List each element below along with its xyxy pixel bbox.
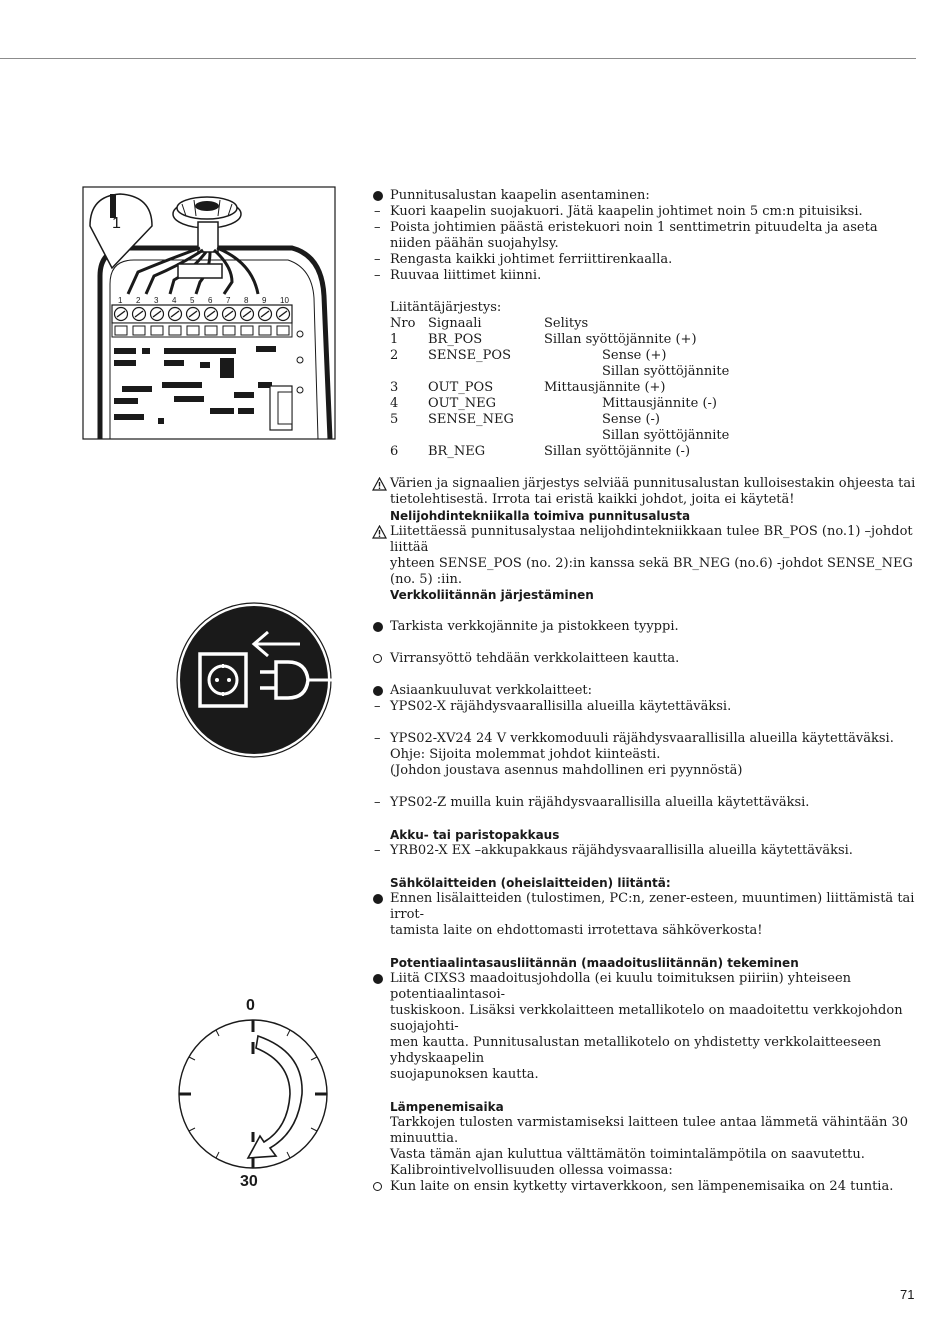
terminal-number: 2 [136, 296, 141, 305]
wire-slot [187, 326, 199, 335]
terminal-number: 5 [190, 296, 195, 305]
wire-slot [277, 326, 289, 335]
wire-slot [133, 326, 145, 335]
table-header-row [390, 316, 729, 332]
warmup-heading: Lämpenemisaika [390, 1100, 504, 1114]
table-row: 2 SENSE_POS Sense (+) Sillan syöttöjännite [390, 348, 730, 379]
table-row: 5 SENSE_NEG Sense (-) Sillan syöttöjännite [390, 412, 730, 443]
accessory-item: YPS02-XV24 24 V verkkomoduuli räjähdysvaarallisilla alueilla käytettäväksi. [390, 731, 894, 746]
accessory-item: YPS02-Z muilla kuin räjähdysvaarallisilla alueilla käytettäväksi. [390, 795, 810, 810]
terminal-block-illustration [82, 186, 336, 440]
mains-heading: Verkkoliitännän järjestäminen [390, 588, 594, 602]
peripheral-text: Ennen lisälaitteiden (tulostimen, PC:n, zener-esteen, muuntimen) liittämistä tai irrot- [390, 891, 915, 922]
grounding-text: men kautta. Punnitusalustan metallikotelo on yhdistetty verkkolaitteeseen yhdyskaapelin [390, 1035, 882, 1066]
warning1-line: tietolehtisestä. Irrota tai eristä kaikki johdot, joita ei käytetä! [390, 492, 795, 507]
header-nro: Nro [390, 316, 416, 331]
warning2-line: Liitettäessä punnitusalystaa nelijohdintekniikkaan tulee BR_POS (no.1) –johdot liittää [390, 524, 913, 555]
bullet-icon [373, 894, 383, 904]
header-desc: Selitys [544, 316, 589, 331]
accessories-heading: Asiaankuuluvat verkkolaitteet: [390, 683, 593, 698]
page-number: 71 [900, 1287, 915, 1302]
warning-icon [372, 525, 387, 539]
peripheral-text: tamista laite on ehdottomasti irrotettava sähköverkosta! [390, 923, 763, 938]
callout-number: 1 [112, 215, 121, 232]
terminal-number: 1 [118, 296, 123, 305]
wire-slot [259, 326, 271, 335]
terminal-number: 8 [244, 296, 249, 305]
warning2-line: yhteen SENSE_POS (no. 2):in kanssa sekä BR_NEG (no.6) -johdot SENSE_NEG (no. 5) :iin. [390, 556, 913, 587]
bullet-icon [373, 622, 383, 632]
warmup-dial-pictogram [170, 990, 340, 1190]
grounding-text: suojapunoksen kautta. [390, 1067, 539, 1082]
accessory-item: YPS02-X räjähdysvaarallisilla alueilla käytettäväksi. [390, 699, 732, 714]
cable-heading: Punnitusalustan kaapelin asentaminen: [390, 188, 650, 203]
wire-slot [169, 326, 181, 335]
bullet-icon [373, 974, 383, 984]
table-row: 6 BR_NEG Sillan syöttöjännite (-) [390, 444, 691, 459]
wire-slot [241, 326, 253, 335]
wire-slot [223, 326, 235, 335]
wire-slot [205, 326, 217, 335]
table-row: 4 OUT_NEG Mittausjännite (-) [390, 396, 717, 411]
terminal-number: 9 [262, 296, 267, 305]
battery-heading: Akku- tai paristopakkaus [390, 828, 560, 842]
grounding-text: tuskiskoon. Lisäksi verkkolaitteen metallikotelo on maadoitettu verkkojohdon suojajohti- [390, 1003, 903, 1034]
top-rule [0, 58, 916, 59]
warmup-text: Tarkkojen tulosten varmistamiseksi laitteen tulee antaa lämmetä vähintään 30 minuuttia. [390, 1115, 909, 1146]
bullet-icon [373, 686, 383, 696]
open-bullet-icon [373, 654, 382, 663]
terminal-number: 7 [226, 296, 231, 305]
terminal-number: 3 [154, 296, 159, 305]
warning-icon [372, 477, 387, 491]
terminal-number: 10 [280, 296, 289, 305]
terminal-number: 6 [208, 296, 213, 305]
table-row: 3 OUT_POS Mittausjännite (+) [390, 380, 666, 395]
bullet-icon [373, 191, 383, 201]
grounding-text: Liitä CIXS3 maadoitusjohdolla (ei kuulu toimituksen piiriin) yhteiseen potentiaalintasoi- [390, 971, 852, 1002]
open-bullet-icon [373, 1182, 382, 1191]
cable-step: Rengasta kaikki johtimet ferriittirenkaalla. [390, 252, 673, 267]
table-row: 1 BR_POS Sillan syöttöjännite (+) [390, 332, 697, 347]
cable-section: Punnitusalustan kaapelin asentaminen: – Kuori kaapelin suojakuori. Jätä kaapelin johtimet noin 5 cm:n pituisiksi. – Poista johtimien päästä eristekuori noin 1 senttimetrin pituudelta ja aseta niiden päähän suojahylsy. – Rengasta kaikki johtimet ferriittirenkaalla. – Ruuvaa liittimet kiinni. Liitäntäjärjestys: Nro Signaali Selitys 1 BR_POS Sillan syöttöjännite (+) 2 SENSE_POS Sense (+) Sillan syöttöjännite 3 OUT_POS Mittausjännite (+) 4 OUT_NEG Mittausjännite (-) 5 SENSE_NEG Sense (-) Sillan syöttöjännite 6 BR_NEG Sillan syöttöjännite (-) Värien ja signaalien järjestys selviää punnitusalustan kulloisestakin ohjeesta tai tietolehtisestä. Irrota tai eristä kaikki johdot, joita ei käytetä! Nelijohdintekniikalla toimiva punnitusalusta Liitettäessä punnitusalystaa nelijohdintekniikkaan tulee BR_POS (no.1) –johdot liittää yhteen SENSE_POS (no. 2):in kanssa sekä BR_NEG (no.6) -johdot SENSE_NEG (no. 5) :iin. [372, 188, 920, 588]
warning1-line: Värien ja signaalien järjestys selviää punnitusalustan kulloisestakin ohjeesta tai [390, 476, 916, 491]
power-supply: Virransyöttö tehdään verkkolaitteen kautta. [390, 651, 680, 666]
cable-step: Kuori kaapelin suojakuori. Jätä kaapelin johtimet noin 5 cm:n pituisiksi. [390, 204, 863, 219]
dial-label-bottom: 30 [240, 1173, 258, 1190]
mains-section: Verkkoliitännän järjestäminen Tarkista verkkojännite ja pistokkeen tyyppi. Virransyöttö tehdään verkkolaitteen kautta. Asiaankuuluvat verkkolaitteet: – YPS02-X räjähdysvaarallisilla alueilla käytettäväksi. – YPS02-XV24 24 V verkkomoduuli räjähdysvaarallisilla alueilla käytettäväksi. Ohje: Sijoita molemmat johdot kiinteästi. (Johdon joustava asennus mahdollinen eri pyynnöstä) – YPS02-Z muilla kuin räjähdysvaarallisilla alueilla käytettäväksi. Akku- tai paristopakkaus – YRB02-X EX –akkupakkaus räjähdysvaarallisilla alueilla käytettäväksi. Sähkölaitteiden (oheislaitteiden) liitäntä: Ennen lisälaitteiden (tulostimen, PC:n, zener-esteen, muuntimen) liittämistä tai irrot- tamista laite on ehdottomasti irrotettava sähköverkosta! Potentiaalintasausliitännän (maadoitusliitännän) tekeminen Liitä CIXS3 maadoitusjohdolla (ei kuulu toimituksen piiriin) yhteiseen potentiaalintasoi- tuskiskoon. Lisäksi verkkolaitteen metallikotelo on maadoitettu verkkojohdon suojajohti- men kautta. Punnitusalustan metallikotelo on yhdistetty verkkolaitteeseen yhdyskaapelin suojapunoksen kautta. Lämpenemisaika Tarkkojen tulosten varmistamiseksi laitteen tulee antaa lämmetä vähintään 30 minuuttia. Vasta tämän ajan kuluttua välttämätön toimintalämpötila on saavutettu. Kalibrointivelvollisuuden ollessa voimassa: Kun laite on ensin kytketty virtaverkkoon, sen lämpenemisaika on 24 tuntia. [372, 587, 920, 1195]
wire-slot [151, 326, 163, 335]
connection-table [390, 316, 729, 460]
check-voltage: Tarkista verkkojännite ja pistokkeen tyyppi. [390, 619, 679, 634]
order-title: Liitäntäjärjestys: [390, 300, 502, 315]
peripheral-heading: Sähkölaitteiden (oheislaitteiden) liitäntä: [390, 876, 671, 890]
accessory-note: (Johdon joustava asennus mahdollinen eri pyynnöstä) [390, 763, 743, 778]
grounding-heading: Potentiaalintasausliitännän (maadoitusliitännän) tekeminen [390, 956, 799, 970]
warmup-bullet: Kun laite on ensin kytketty virtaverkkoon, sen lämpenemisaika on 24 tuntia. [390, 1179, 894, 1194]
wire-slot [115, 326, 127, 335]
mains-plug-pictogram [176, 602, 332, 758]
four-wire-heading: Nelijohdintekniikalla toimiva punnitusalusta [390, 509, 691, 523]
terminal-number: 4 [172, 296, 177, 305]
cable-step: Poista johtimien päästä eristekuori noin 1 senttimetrin pituudelta ja aseta niiden päähän suojahylsy. [390, 220, 878, 251]
cable-step: Ruuvaa liittimet kiinni. [390, 268, 542, 283]
warmup-text: Vasta tämän ajan kuluttua välttämätön toimintalämpötila on saavutettu. [390, 1147, 865, 1162]
dial-label-top: 0 [246, 997, 255, 1014]
warmup-text: Kalibrointivelvollisuuden ollessa voimassa: [390, 1163, 673, 1178]
header-signal: Signaali [428, 316, 482, 331]
accessory-note: Ohje: Sijoita molemmat johdot kiinteästi. [390, 747, 661, 762]
battery-item: YRB02-X EX –akkupakkaus räjähdysvaarallisilla alueilla käytettäväksi. [390, 843, 853, 858]
